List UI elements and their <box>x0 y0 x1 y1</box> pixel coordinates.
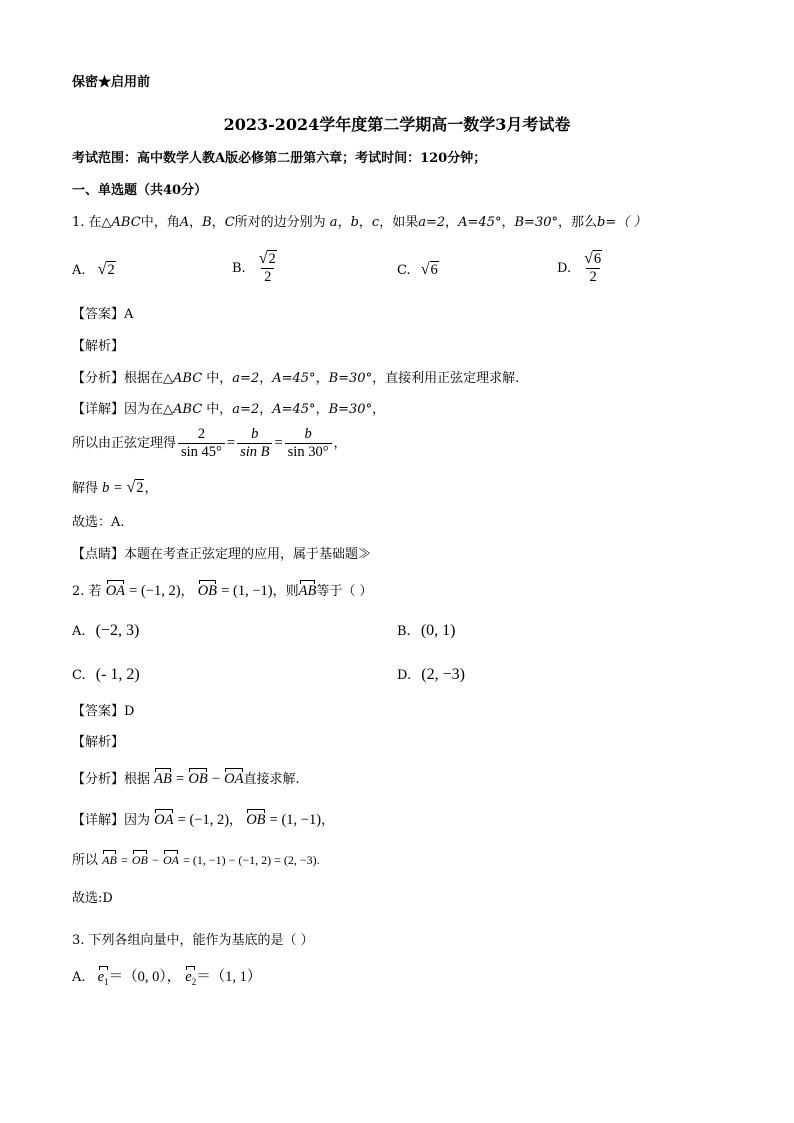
q2-option-b-label: B. <box>397 624 411 639</box>
q1-option-a-value: √2 <box>97 261 115 278</box>
q2-xiangjie: 【详解】因为 OA = (−1, 2)， OB = (1, −1)， <box>72 812 335 828</box>
q1-triangle: ABC <box>111 215 141 230</box>
q1-stem-mid1: 中，角 <box>140 215 180 230</box>
q1-option-b-label: B. <box>232 260 246 276</box>
q2-suoyi-oa: OA <box>162 853 179 867</box>
q2-option-b-value: (0, 1) <box>420 622 456 639</box>
q2-choose: 故选:D <box>72 891 113 906</box>
q1-side-c: c <box>371 215 380 230</box>
q1-cond-end: ，那么 <box>558 215 598 230</box>
q2-option-a <box>72 623 139 639</box>
section-title: 一、单选题（共40分） <box>72 183 208 198</box>
q3-option-a-label: A. <box>72 970 86 985</box>
q2-option-b <box>397 623 455 639</box>
q1-option-c <box>397 262 439 278</box>
q1-stem-pre: 1. 在△ <box>72 215 112 230</box>
q1-side-b: b <box>350 215 359 230</box>
q1-option-d <box>557 250 607 286</box>
q2-option-a-label: A. <box>72 624 86 639</box>
q1-option-c-label: C. <box>397 263 411 278</box>
q1-fenxi-angle-b: B=30° <box>328 371 373 386</box>
q1-ask: b=（ ） <box>597 215 647 230</box>
q1-option-c-value: √6 <box>420 261 438 278</box>
q1-cond-a: a=2 <box>418 215 446 230</box>
q2-answer: 【答案】D <box>72 704 135 719</box>
q2-stem-end: 等于（ ） <box>316 584 373 599</box>
q2-fenxi-pre: 根据 <box>124 772 151 787</box>
q1-option-b <box>232 250 282 286</box>
q1-sine-frac-2: $\frac{b}{\text{sin B}}$ <box>237 426 272 460</box>
q3-e2-value: ＝（1, 1） <box>196 969 262 985</box>
page-title: 2023-2024学年度第二学期高一数学3月考试卷 <box>223 115 571 134</box>
q1-fenxi-angle-a: A=45° <box>272 371 316 386</box>
q2-xiangjie-ob-value: = (1, −1) <box>269 812 322 828</box>
q1-solve-b: b = <box>102 480 127 496</box>
q2-stem-mid: ，则 <box>272 584 299 599</box>
q1-sine-frac-1: $\frac{2}{\sin 45^\circ}$ <box>178 426 225 460</box>
q1-cond-pre: ，如果 <box>379 215 419 230</box>
q2-ob-value: = (1, −1) <box>221 583 273 599</box>
q2-vector-ob: OB <box>197 583 218 599</box>
q1-angle-c: C <box>224 215 235 230</box>
q1-choose: 故选：A. <box>72 515 125 530</box>
q1-xiangjie-end: ， <box>372 402 386 417</box>
q2-suoyi-ab: AB <box>102 853 117 867</box>
q1-solve-pre: 解得 <box>72 481 99 496</box>
q2-option-d-value: (2, −3) <box>421 666 465 683</box>
q2-option-c-label: C. <box>72 668 86 683</box>
q1-xiangjie-angle-b: B=30° <box>328 402 373 417</box>
q1-fenxi-a: a=2 <box>232 371 260 386</box>
q1-xiangjie-label: 【详解】 <box>72 402 125 417</box>
q2-analysis-label: 【解析】 <box>72 735 125 750</box>
q2-stem-pre: 2. 若 <box>72 584 102 599</box>
q2-fenxi-oa: OA <box>224 771 244 787</box>
q2-suoyi: 所以 AB = OB − OA = (1, −1) − (−1, 2) = (2, −3). <box>72 853 320 868</box>
q2-fenxi <box>72 772 300 787</box>
q1-sine-pre: 所以由正弦定理得 <box>72 435 177 451</box>
question-2-stem: 2. 若 OA = (−1, 2)， OB = (1, −1)，则AB等于（ ） <box>72 583 373 599</box>
q1-option-b-value: $\frac{√2}{2}$ <box>258 250 276 286</box>
q1-sine-frac-3: $\frac{b}{\sin 30^\circ}$ <box>285 426 332 460</box>
q2-xiangjie-oa-value: = (−1, 2) <box>177 812 230 828</box>
q2-fenxi-eq: = <box>176 771 185 787</box>
q2-oa-value: = (−1, 2) <box>129 583 181 599</box>
q1-cond-angle-a: A=45° <box>458 215 502 230</box>
q1-stem-mid2: 所对的边分别为 <box>234 215 326 230</box>
q2-xiangjie-oa: OA <box>154 812 174 828</box>
q1-xiangjie-pre: 因为在△ <box>124 402 174 417</box>
q2-fenxi-ab: AB <box>154 771 172 787</box>
q1-analysis-label: 【解析】 <box>72 339 125 354</box>
q1-option-a <box>72 262 116 278</box>
q2-fenxi-ob: OB <box>188 771 208 787</box>
q2-suoyi-calc: = (1, −1) − (−1, 2) = (2, −3). <box>183 853 320 867</box>
q1-solve: 解得 b = √2， <box>72 479 158 496</box>
q2-option-d-label: D. <box>397 668 412 683</box>
q1-comment: 【点睛】本题在考查正弦定理的应用，属于基础题≫ <box>72 547 372 562</box>
q2-option-c <box>72 667 140 683</box>
q1-fenxi: 【分析】根据在△ABC 中，a=2，A=45°，B=30°，直接利用正弦定理求解. <box>72 371 520 386</box>
q1-side-a: a <box>329 215 338 230</box>
q3-vector-e2: $e_2$ <box>185 969 197 987</box>
q3-option-a <box>72 970 261 987</box>
q2-vector-oa: OA <box>105 583 126 599</box>
q2-xiangjie-label: 【详解】 <box>72 813 125 828</box>
q1-angle-a: A <box>179 215 190 230</box>
q2-option-a-value: (−2, 3) <box>95 622 140 639</box>
q2-xiangjie-pre: 因为 <box>124 813 151 828</box>
q2-vector-ab: AB <box>298 583 317 599</box>
q1-xiangjie-angle-a: A=45° <box>272 402 316 417</box>
q2-suoyi-label: 所以 <box>72 853 99 868</box>
q1-fenxi-pre: 根据在△ <box>124 371 174 386</box>
question-3-stem: 3. 下列各组向量中，能作为基底的是（ ） <box>72 933 314 948</box>
q2-fenxi-end: 直接求解. <box>243 772 300 787</box>
q1-option-d-label: D. <box>557 260 572 276</box>
q3-vector-e1: $e_1$ <box>97 969 109 987</box>
q1-fenxi-label: 【分析】 <box>72 371 125 386</box>
q2-fenxi-label: 【分析】 <box>72 772 125 787</box>
question-1-stem: 1. 在△ABC中，角A，B，C所对的边分别为 a，b，c，如果a=2，A=45°，B=30°，那么b=（ ） <box>72 215 647 230</box>
secret-label: 保密★启用前 <box>72 75 151 90</box>
q1-option-a-label: A. <box>72 263 86 278</box>
q1-xiangjie-a: a=2 <box>232 402 260 417</box>
q1-fenxi-end: ，直接利用正弦定理求解. <box>372 371 520 386</box>
q2-suoyi-ob: OB <box>131 853 148 867</box>
q2-xiangjie-ob: OB <box>246 812 266 828</box>
q1-fenxi-triangle: ABC <box>173 371 203 386</box>
q1-angle-b: B <box>202 215 212 230</box>
q1-cond-angle-b: B=30° <box>514 215 558 230</box>
q1-xiangjie-triangle: ABC <box>173 402 203 417</box>
exam-scope: 考试范围：高中数学人教A版必修第二册第六章；考试时间：120分钟； <box>72 151 487 166</box>
q2-option-d <box>397 667 465 683</box>
q2-option-c-value: (- 1, 2) <box>95 666 140 683</box>
q1-answer: 【答案】A <box>72 307 134 322</box>
q2-fenxi-minus: − <box>211 771 221 787</box>
q1-sine-law: 所以由正弦定理得 $\frac{2}{\sin 45^\circ}$ = $\frac{b}{\text{sin B}}$ = $\frac{b}{\sin 30^\circ}$ ， <box>72 426 347 460</box>
q1-option-d-value: $\frac{√6}{2}$ <box>584 250 602 286</box>
q3-e1-value: ＝（0, 0）， <box>108 969 182 985</box>
q1-xiangjie: 【详解】因为在△ABC 中，a=2，A=45°，B=30°， <box>72 402 386 417</box>
q1-solve-value: √2 <box>126 479 144 496</box>
